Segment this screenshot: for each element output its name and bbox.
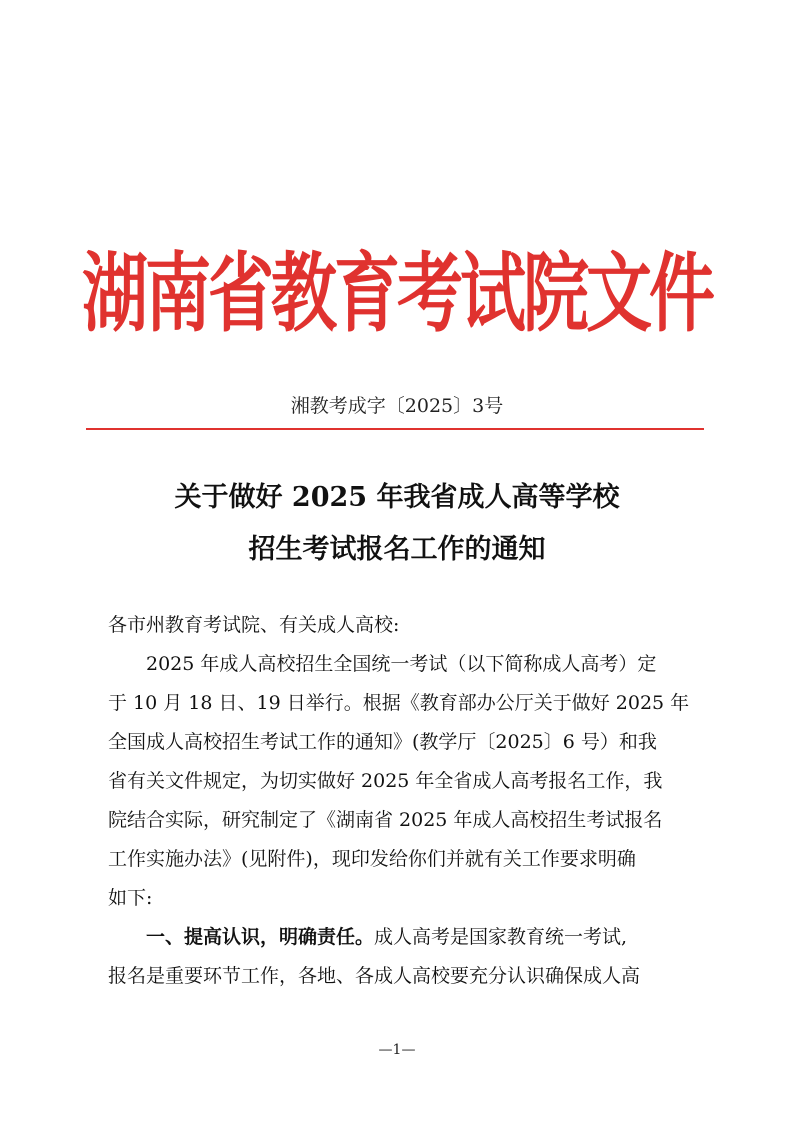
issuer-header-title: 湖南省教育考试院文件 (82, 243, 712, 344)
notice-title-line-2: 招生考试报名工作的通知 (248, 534, 546, 565)
notice-body (108, 606, 692, 996)
header-divider-line (86, 428, 704, 430)
paragraph-1-line-3: 全国成人高校招生考试工作的通知》(教学厅〔2025〕6 号）和我 (108, 731, 657, 753)
section-1-line-2: 报名是重要环节工作，各地、各成人高校要充分认识确保成人高 (108, 965, 641, 987)
notice-title-line-1: 关于做好 2025 年我省成人高等学校 (174, 482, 620, 513)
paragraph-1-line-2: 于 10 月 18 日、19 日举行。根据《教育部办公厅关于做好 2025 年 (108, 692, 690, 714)
paragraph-1-line-1: 2025 年成人高校招生全国统一考试（以下简称成人高考）定 (146, 653, 657, 675)
notice-title (0, 472, 794, 576)
paragraph-1-line-4: 省有关文件规定，为切实做好 2025 年全省成人高考报名工作，我 (108, 770, 663, 792)
section-1-line-1 (108, 918, 692, 957)
salutation: 各市州教育考试院、有关成人高校: (108, 614, 400, 636)
paragraph-1-line-7: 如下: (108, 887, 153, 909)
paragraph-1-line-6: 工作实施办法》(见附件)，现印发给你们并就有关工作要求明确 (108, 848, 636, 870)
document-number: 湘教考成字〔2025〕3号 (290, 395, 504, 417)
page-number: —1— (378, 1042, 416, 1058)
section-1-text: 成人高考是国家教育统一考试, (374, 926, 628, 948)
paragraph-1-line-5: 院结合实际，研究制定了《湖南省 2025 年成人高校招生考试报名 (108, 809, 663, 831)
section-1-heading: 一、提高认识，明确责任。 (146, 926, 375, 948)
